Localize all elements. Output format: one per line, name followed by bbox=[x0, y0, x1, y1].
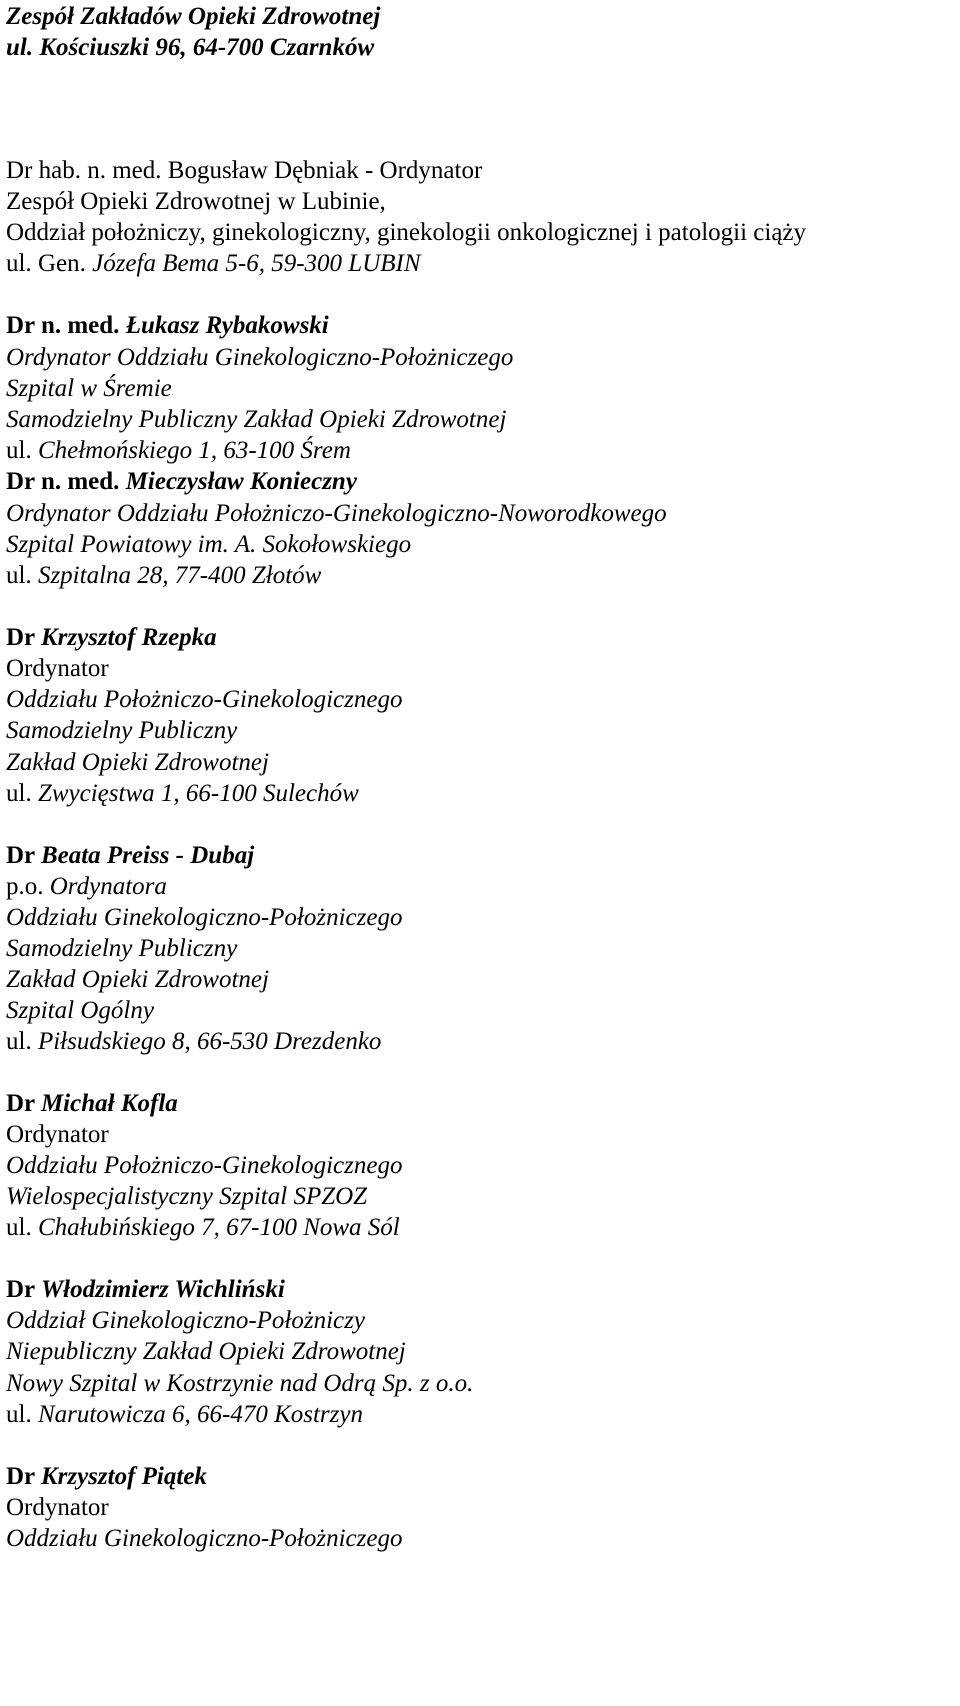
line-prefix: ul. bbox=[6, 562, 38, 589]
line-text: Łukasz Rybakowski bbox=[125, 312, 329, 339]
line-text: Krzysztof Rzepka bbox=[40, 624, 217, 651]
document-line: Oddział Ginekologiczno-Położniczy bbox=[6, 1307, 365, 1334]
document-line bbox=[6, 309, 329, 343]
line-text: Krzysztof Piątek bbox=[40, 1463, 207, 1490]
document-line: Szpital Powiatowy im. A. Sokołowskiego bbox=[6, 531, 412, 558]
line-prefix: Dr bbox=[6, 1090, 41, 1117]
line-text: Piłsudskiego 8, 66-530 Drezdenko bbox=[37, 1028, 382, 1055]
line-text: Szpitalna 28, 77-400 Złotów bbox=[37, 562, 322, 589]
line-prefix: p.o. bbox=[6, 873, 50, 900]
document-line bbox=[6, 1211, 400, 1245]
document-line: Oddziału Ginekologiczno-Położniczego bbox=[6, 1525, 403, 1552]
line-text: Beata Preiss - Dubaj bbox=[40, 842, 255, 869]
line-text: Michał Kofla bbox=[40, 1090, 178, 1117]
document-line bbox=[6, 1025, 381, 1059]
line-prefix: ul. bbox=[6, 437, 38, 464]
line-text: Mieczysław Konieczny bbox=[125, 468, 357, 495]
document-line: Nowy Szpital w Kostrzynie nad Odrą Sp. z o.o. bbox=[6, 1370, 474, 1397]
document-line: Szpital Ogólny bbox=[6, 997, 154, 1024]
document-line: Samodzielny Publiczny bbox=[6, 935, 238, 962]
line-prefix: ul. Gen. bbox=[6, 250, 93, 277]
document-line: Zespół Opieki Zdrowotnej w Lubinie, bbox=[6, 188, 386, 215]
document-line bbox=[6, 247, 421, 281]
document-line: Oddziału Położniczo-Ginekologicznego bbox=[6, 686, 403, 713]
line-text: Chałubińskiego 7, 67-100 Nowa Sól bbox=[37, 1214, 400, 1241]
document-line: Szpital w Śremie bbox=[6, 375, 172, 402]
document-line: Oddziału Ginekologiczno-Położniczego bbox=[6, 904, 403, 931]
line-prefix: Dr bbox=[6, 624, 41, 651]
document-line: Wielospecjalistyczny Szpital SPZOZ bbox=[6, 1183, 368, 1210]
document-line: Dr hab. n. med. Bogusław Dębniak - Ordynator bbox=[6, 157, 483, 184]
document-line bbox=[6, 465, 357, 499]
line-prefix: ul. bbox=[6, 1214, 38, 1241]
document-line: Samodzielny Publiczny bbox=[6, 717, 238, 744]
line-prefix: ul. bbox=[6, 1028, 38, 1055]
document-line: Ordynator bbox=[6, 655, 109, 682]
document-line bbox=[6, 870, 167, 904]
document-line: Ordynator bbox=[6, 1121, 109, 1148]
line-prefix: Dr n. med. bbox=[6, 468, 126, 495]
line-text: Chełmońskiego 1, 63-100 Śrem bbox=[37, 437, 351, 464]
document-line: ul. Kościuszki 96, 64-700 Czarnków bbox=[6, 34, 375, 61]
line-prefix: Dr bbox=[6, 842, 41, 869]
document-line: Zakład Opieki Zdrowotnej bbox=[6, 749, 269, 776]
document-line: Samodzielny Publiczny Zakład Opieki Zdrowotnej bbox=[6, 406, 507, 433]
line-text: Ordynatora bbox=[49, 873, 167, 900]
line-prefix: ul. bbox=[6, 780, 38, 807]
document-line bbox=[6, 559, 321, 593]
document-line: Ordynator Oddziału Ginekologiczno-Położniczego bbox=[6, 344, 514, 371]
line-prefix: ul. bbox=[6, 1401, 38, 1428]
document-line: Ordynator Oddziału Położniczo-Ginekologiczno-Noworodkowego bbox=[6, 500, 667, 527]
document-line bbox=[6, 621, 217, 655]
line-text: Narutowicza 6, 66-470 Kostrzyn bbox=[37, 1401, 363, 1428]
document-line: Zespół Zakładów Opieki Zdrowotnej bbox=[6, 3, 381, 30]
document-line bbox=[6, 434, 351, 468]
document-line bbox=[6, 1460, 207, 1494]
document-line bbox=[6, 839, 254, 873]
line-text: Józefa Bema 5-6, 59-300 LUBIN bbox=[92, 250, 421, 277]
line-prefix: Dr bbox=[6, 1463, 41, 1490]
document-line bbox=[6, 1087, 178, 1121]
line-prefix: Dr bbox=[6, 1276, 41, 1303]
document-line bbox=[6, 777, 359, 811]
document-line: Niepubliczny Zakład Opieki Zdrowotnej bbox=[6, 1338, 406, 1365]
document-line: Oddział położniczy, ginekologiczny, ginekologii onkologicznej i patologii ciąży bbox=[6, 219, 807, 246]
document-line: Oddziału Położniczo-Ginekologicznego bbox=[6, 1152, 403, 1179]
document-line: Ordynator bbox=[6, 1494, 109, 1521]
document-line bbox=[6, 1398, 363, 1432]
document-line bbox=[6, 1273, 285, 1307]
line-prefix: Dr n. med. bbox=[6, 312, 126, 339]
line-text: Włodzimierz Wichliński bbox=[40, 1276, 285, 1303]
document-line: Zakład Opieki Zdrowotnej bbox=[6, 966, 269, 993]
line-text: Zwycięstwa 1, 66-100 Sulechów bbox=[37, 780, 359, 807]
